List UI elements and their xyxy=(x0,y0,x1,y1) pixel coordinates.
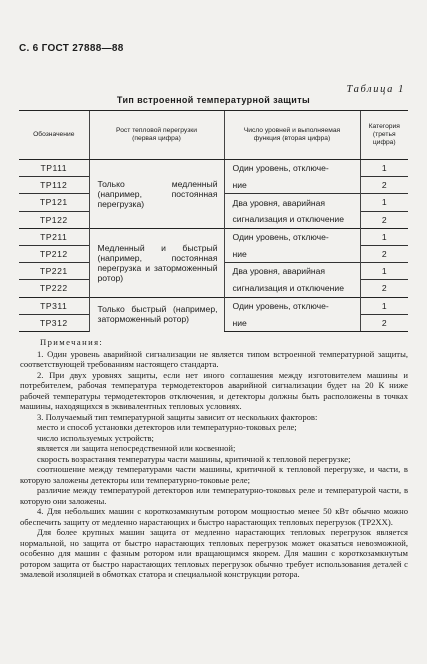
category-cell: 1 xyxy=(360,194,408,211)
category-cell: 1 xyxy=(360,263,408,280)
col-header-levels: Число уровней и выполняемая функция (вторая цифра) xyxy=(224,111,360,160)
note-paragraph: 2. При двух уровнях защиты, если нет иного соглашения между изготовителем машины и потребителем, рабочая температура термодетекторов аварийной сигнализации будет на 20 К ниже рабочей температуры термодетекторов отключения, и детекторы должны быть расположены в точках машины, находящихся в эквивалентных тепловых условиях. xyxy=(20,369,408,411)
category-cell: 1 xyxy=(360,160,408,177)
function-cell: ние xyxy=(224,314,360,331)
table-label: Таблица 1 xyxy=(346,84,405,95)
code-cell: ТР312 xyxy=(19,314,89,331)
function-cell: сигнализация и отключение xyxy=(224,280,360,297)
function-cell: Один уровень, отключе- xyxy=(224,228,360,245)
rise-group-cell: Только медленный (например, постоянная перегрузка) xyxy=(89,160,224,229)
code-cell: ТР221 xyxy=(19,263,89,280)
table-row xyxy=(19,160,408,177)
function-cell: Один уровень, отключе- xyxy=(224,160,360,177)
notes-title: Примечания: xyxy=(40,337,104,347)
note-paragraph: Для более крупных машин защита от медленно нарастающих тепловых перегрузок является нормальной, но защита от быстро нарастающих тепловых перегрузок может оказаться невозможной, особенно для машин с фазным ротором или вращающимся якорем. Для машин с короткозамкнутым ротором защита от быстро нарастающих тепловых перегрузок обычно требует использования деталей с эмалевой изоляцией в обмотках статора и специальной конструкции ротора. xyxy=(20,527,408,579)
category-cell: 1 xyxy=(360,228,408,245)
category-cell: 2 xyxy=(360,211,408,228)
col-header-rise: Рост тепловой перегрузки (первая цифра) xyxy=(89,111,224,160)
page-header: С. 6 ГОСТ 27888—88 xyxy=(19,43,124,54)
note-paragraph: соотношение между температурами части машины, критичной к тепловой перегрузке, и части, в которую заложены детекторы или температурно-токовые реле; xyxy=(20,464,408,485)
code-cell: ТР111 xyxy=(40,163,68,174)
category-cell: 1 xyxy=(360,297,408,314)
notes-section xyxy=(20,337,408,580)
category-cell: 2 xyxy=(360,314,408,331)
code-cell: ТР122 xyxy=(19,211,89,228)
table-row xyxy=(19,297,408,314)
category-cell: 2 xyxy=(360,280,408,297)
note-paragraph: скорость возрастания температуры части машины, критичной к тепловой перегрузке; xyxy=(37,453,351,464)
function-cell: сигнализация и отключение xyxy=(224,211,360,228)
function-cell: Один уровень, отключе- xyxy=(224,297,360,314)
note-paragraph: является ли защита непосредственной или косвенной; xyxy=(37,443,236,453)
code-cell: ТР112 xyxy=(19,177,89,194)
note-paragraph: различие между температурой детекторов или температурно-токовых реле и температурой части, в которую они заложены. xyxy=(20,485,408,506)
code-cell: ТР212 xyxy=(19,245,89,262)
protection-table xyxy=(19,110,408,332)
code-cell: ТР222 xyxy=(19,280,89,297)
code-cell: ТР121 xyxy=(19,194,89,211)
rise-group-cell: Медленный и быстрый (например, постоянная перегрузка и заторможенный ротор) xyxy=(89,228,224,297)
function-cell: ние xyxy=(224,245,360,262)
note-paragraph: число используемых устройств; xyxy=(37,432,154,443)
function-cell: Два уровня, аварийная xyxy=(224,194,360,211)
table-row xyxy=(19,228,408,245)
note-paragraph: 3. Получаемый тип температурной защиты зависит от нескольких факторов: xyxy=(37,411,318,422)
function-cell: ние xyxy=(224,177,360,194)
col-header-category: Категория (третья цифра) xyxy=(360,111,408,160)
note-paragraph: место и способ установки детекторов или температурно-токовых реле; xyxy=(37,422,297,432)
code-cell: ТР211 xyxy=(19,228,89,245)
rise-group-cell: Только быстрый (например, заторможенный ротор) xyxy=(89,297,224,331)
note-paragraph: 1. Один уровень аварийной сигнализации не является типом встроенной температурной защиты, соответствующей требованиям настоящего стандарта. xyxy=(20,348,408,369)
category-cell: 2 xyxy=(360,245,408,262)
function-cell: Два уровня, аварийная xyxy=(224,263,360,280)
note-paragraph: 4. Для небольших машин с короткозамкнутым ротором мощностью менее 50 кВт обычно можно обеспечить защиту от медленно нарастающих и быстро нарастающих тепловых перегрузок (ТР2ХХ). xyxy=(20,506,408,527)
code-cell: ТР311 xyxy=(19,297,89,314)
col-header-designation: Обозначение xyxy=(19,111,89,160)
category-cell: 2 xyxy=(360,177,408,194)
table-title: Тип встроенной температурной защиты xyxy=(116,95,311,105)
